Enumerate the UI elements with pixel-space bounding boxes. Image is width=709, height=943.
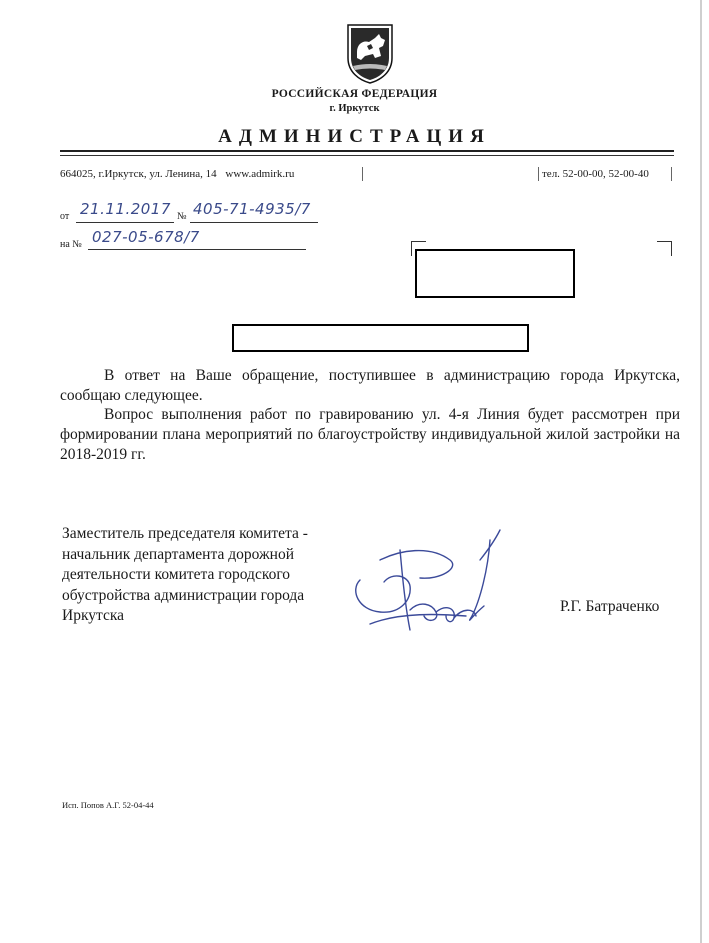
- handwritten-signature: [340, 520, 510, 645]
- date-value: 21.11.2017: [80, 200, 171, 218]
- date-underline: [76, 222, 174, 223]
- reply-label: на №: [60, 239, 82, 250]
- address-line: [60, 168, 294, 180]
- number-value: 405-71-4935/7: [193, 200, 311, 218]
- scan-edge: [700, 0, 702, 943]
- addressee-corner-right: [657, 241, 672, 256]
- body-paragraph-1: В ответ на Ваше обращение, поступившее в администрацию города Иркутска, сообщаю следующее.: [60, 367, 680, 404]
- signatory-title-line: Заместитель председателя комитета -: [62, 525, 308, 542]
- number-underline: [190, 222, 318, 223]
- signatory-title-line: Иркутска: [62, 607, 125, 624]
- city-name: г. Иркутск: [329, 103, 380, 114]
- signatory-title-line: деятельности комитета городского: [62, 566, 291, 583]
- header-rule-thick: [60, 150, 674, 152]
- header-rule-thin: [60, 155, 674, 156]
- signatory-title-line: начальник департамента дорожной: [62, 545, 294, 563]
- number-label: №: [177, 211, 187, 222]
- country-name: РОССИЙСКАЯ ФЕДЕРАЦИЯ: [271, 88, 438, 100]
- address-text: 664025, г.Иркутск, ул. Ленина, 14: [60, 168, 217, 180]
- address-divider: [362, 167, 363, 181]
- executor-note: Исп. Попов А.Г. 52-04-44: [62, 800, 154, 810]
- reply-underline: [88, 249, 306, 250]
- signatory-title: [62, 524, 372, 627]
- phone-divider-right: [671, 167, 672, 181]
- signatory-name: Р.Г. Батраченко: [560, 598, 660, 615]
- redacted-salutation: [232, 324, 529, 352]
- phone-line: тел. 52-00-00, 52-00-40: [542, 168, 649, 180]
- redacted-addressee: [415, 249, 575, 298]
- page-title: АДМИНИСТРАЦИЯ: [218, 126, 491, 147]
- date-label: от: [60, 211, 70, 222]
- coat-of-arms-icon: [345, 22, 395, 84]
- website-link[interactable]: www.admirk.ru: [225, 168, 295, 180]
- phone-divider-left: [538, 167, 539, 181]
- body-paragraph-2: Вопрос выполнения работ по гравированию ул. 4-я Линия будет рассмотрен при формировании плана мероприятий по благоустройству индивидуальной жилой застройки на 2018-2019 гг.: [60, 406, 680, 463]
- reply-value: 027-05-678/7: [92, 228, 200, 246]
- signatory-title-line: обустройства администрации города: [62, 586, 305, 604]
